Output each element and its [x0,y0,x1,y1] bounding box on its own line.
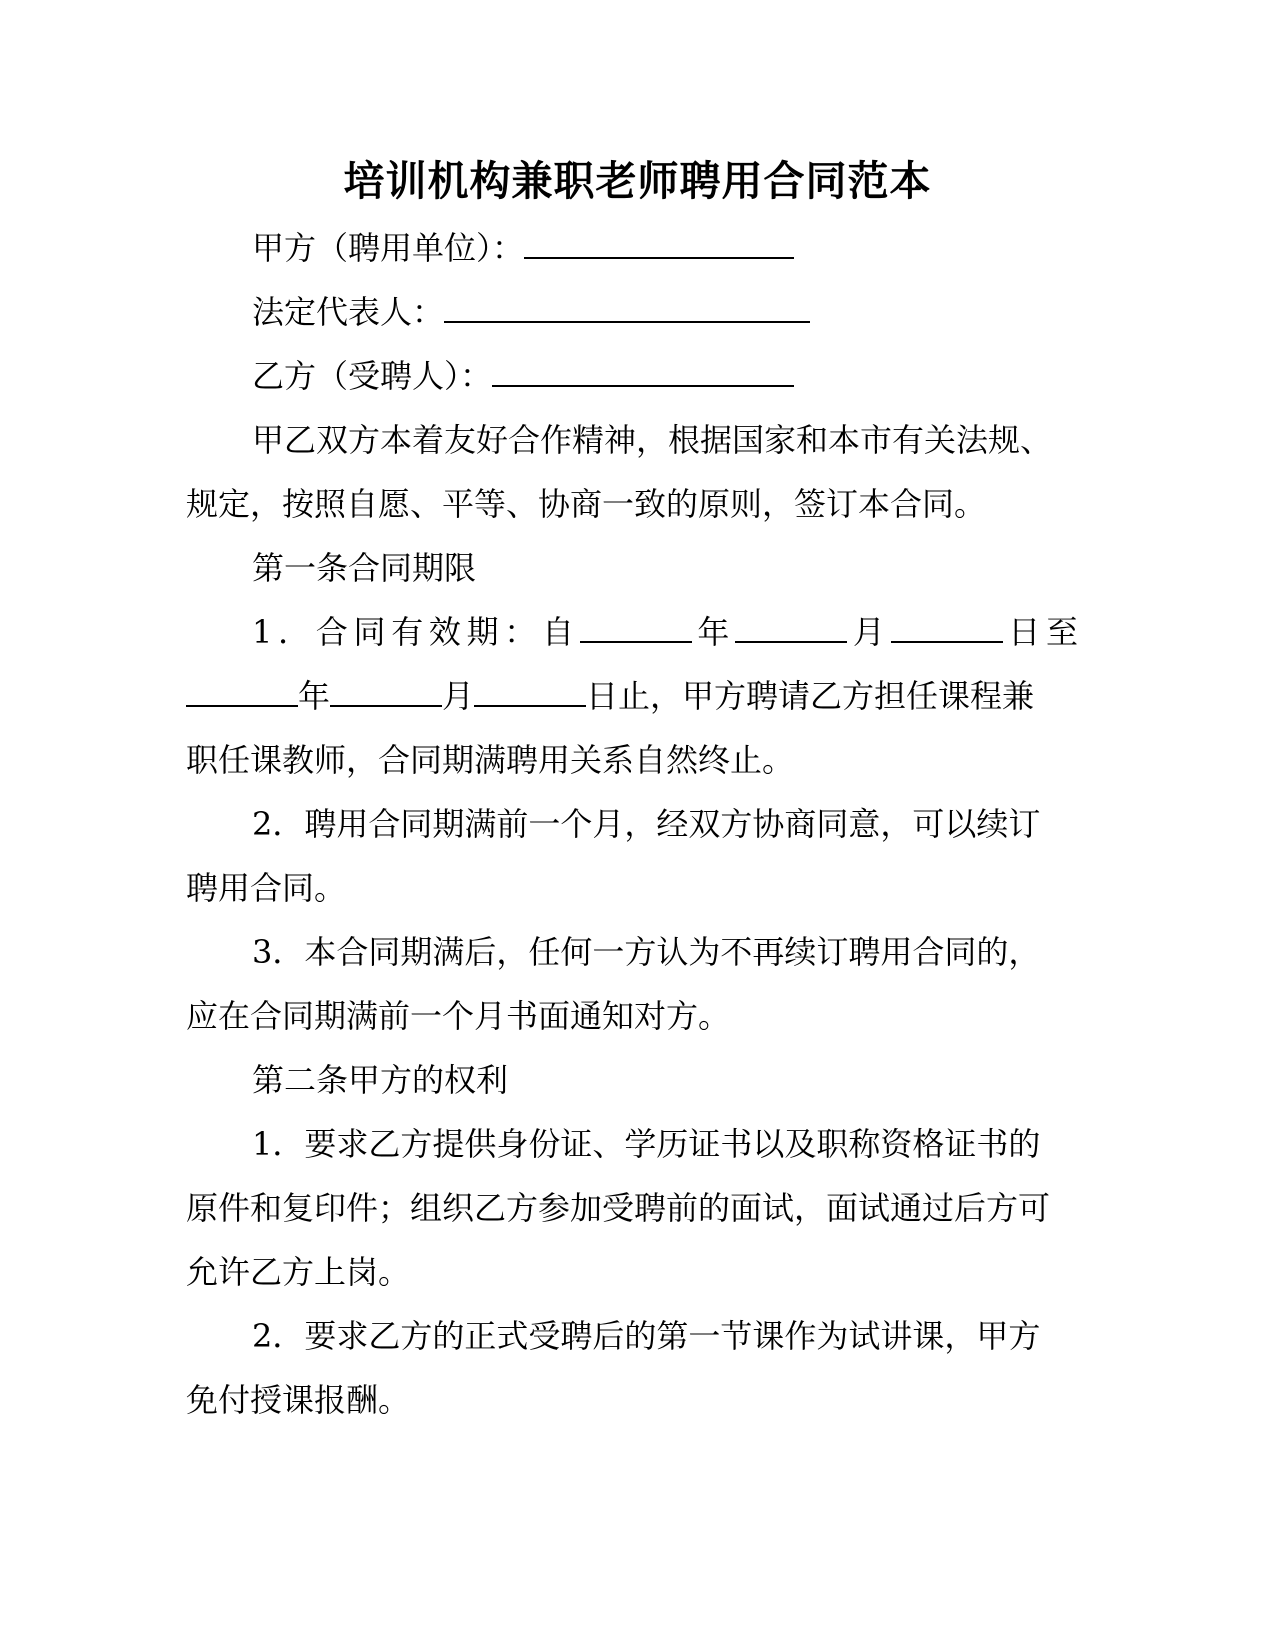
article1-item1-line2 [186,674,1034,718]
preamble-line-2: 规定，按照自愿、平等、协商一致的原则，签订本合同。 [186,485,987,523]
party-b-label: 乙方（受聘人）： [252,357,493,395]
item-separator: ． [272,1125,305,1163]
month-label: 月 [847,613,891,651]
start-year-blank [580,611,692,643]
article1-heading: 第一条合同期限 [252,549,477,587]
validity-prefix: 合同有效期：自 [315,613,580,651]
article2-item2-line2: 免付授课报酬。 [186,1381,411,1419]
year-label: 年 [691,613,736,651]
legal-rep-label: 法定代表人： [252,293,445,331]
party-a-label: 甲方（聘用单位）： [252,229,525,267]
item-separator: ． [272,805,305,843]
start-day-blank [891,611,1003,643]
item-separator: ． [272,1317,305,1355]
legal-rep-blank [444,291,810,323]
month-label: 月 [442,677,475,715]
day-end-text: 日止，甲方聘请乙方担任课程兼 [586,677,1035,715]
article1-item1-line1 [252,610,1078,654]
document-title: 培训机构兼职老师聘用合同范本 [343,157,932,205]
article1-item2-line2: 聘用合同。 [186,869,347,907]
article1-item3-line1 [252,930,1040,974]
item-number: 3 [252,933,273,971]
article2-item2-line1 [252,1314,1040,1358]
party-a-line [252,226,794,270]
day-to-label: 日至 [1002,613,1078,651]
start-month-blank [735,611,847,643]
item-number: 2 [252,1317,273,1355]
item-text: 本合同期满后，任何一方认为不再续订聘用合同的， [304,933,1041,971]
article1-item1-line3: 职任课教师，合同期满聘用关系自然终止。 [186,741,795,779]
party-a-blank [524,227,794,259]
party-b-line [252,354,794,398]
item-number: 1 [252,613,273,651]
end-year-blank [186,675,298,707]
article1-item3-line2: 应在合同期满前一个月书面通知对方。 [186,997,731,1035]
item-text: 要求乙方的正式受聘后的第一节课作为试讲课，甲方 [304,1317,1041,1355]
party-b-blank [492,355,794,387]
preamble-line-1: 甲乙双方本着友好合作精神，根据国家和本市有关法规、 [252,421,1053,459]
item-text: 聘用合同期满前一个月，经双方协商同意，可以续订 [304,805,1041,843]
item-separator: ． [272,613,316,651]
item-number: 1 [252,1125,273,1163]
legal-rep-line [252,290,810,334]
year-label: 年 [298,677,331,715]
end-day-blank [474,675,586,707]
article2-item1-line3: 允许乙方上岗。 [186,1253,411,1291]
article2-item1-line2: 原件和复印件；组织乙方参加受聘前的面试，面试通过后方可 [186,1189,1051,1227]
item-separator: ． [272,933,305,971]
end-month-blank [330,675,442,707]
article2-item1-line1 [252,1122,1040,1166]
article2-heading: 第二条甲方的权利 [252,1061,509,1099]
item-text: 要求乙方提供身份证、学历证书以及职称资格证书的 [304,1125,1041,1163]
item-number: 2 [252,805,273,843]
article1-item2-line1 [252,802,1040,846]
